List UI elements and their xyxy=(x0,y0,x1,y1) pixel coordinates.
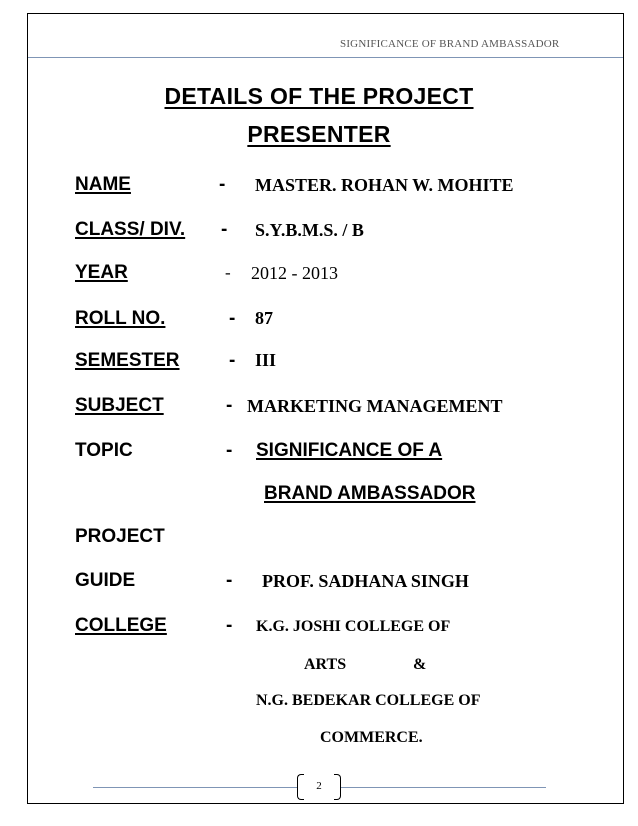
project-guide-label-line-1: PROJECT xyxy=(75,526,165,547)
roll-no-value: 87 xyxy=(255,308,273,328)
project-guide-separator: - xyxy=(226,570,233,591)
footer-rule-right xyxy=(341,787,546,788)
page-title-line-2: PRESENTER xyxy=(247,121,391,147)
roll-no-label: ROLL NO. xyxy=(75,308,166,329)
name-label: NAME xyxy=(75,174,131,195)
project-guide-label-line-2: GUIDE xyxy=(75,570,136,591)
class-div-separator: - xyxy=(221,219,228,240)
year-label: YEAR xyxy=(75,262,128,283)
subject-value: MARKETING MANAGEMENT xyxy=(247,396,503,416)
year-value: 2012 - 2013 xyxy=(251,263,338,283)
running-header: SIGNIFICANCE OF BRAND AMBASSADOR xyxy=(340,38,560,50)
year-separator: - xyxy=(225,263,231,282)
college-value-line-2a: ARTS xyxy=(304,656,347,673)
project-guide-value: PROF. SADHANA SINGH xyxy=(262,571,469,591)
class-div-value: S.Y.B.M.S. / B xyxy=(255,220,364,240)
college-value-line-2b: & xyxy=(413,656,427,673)
topic-value-line-1: SIGNIFICANCE OF A xyxy=(256,440,443,461)
semester-value: III xyxy=(255,350,277,370)
college-value-line-4: COMMERCE. xyxy=(320,729,423,746)
roll-no-separator: - xyxy=(229,308,236,329)
page-title-line-1: DETAILS OF THE PROJECT xyxy=(164,83,474,109)
semester-separator: - xyxy=(229,350,236,371)
college-value-line-1: K.G. JOSHI COLLEGE OF xyxy=(256,618,451,635)
topic-value-line-2: BRAND AMBASSADOR xyxy=(264,483,476,504)
college-separator: - xyxy=(226,615,233,636)
semester-label: SEMESTER xyxy=(75,350,180,371)
topic-separator: - xyxy=(226,440,233,461)
page-number: 2 xyxy=(316,780,322,792)
class-div-label: CLASS/ DIV. xyxy=(75,219,186,240)
page-number-bracket xyxy=(297,774,341,800)
college-value-line-3: N.G. BEDEKAR COLLEGE OF xyxy=(256,692,481,709)
college-label: COLLEGE xyxy=(75,615,167,636)
topic-label: TOPIC xyxy=(75,440,133,461)
name-separator: - xyxy=(219,174,226,195)
footer-rule-left xyxy=(93,787,298,788)
subject-separator: - xyxy=(226,395,233,416)
subject-label: SUBJECT xyxy=(75,395,164,416)
name-value: MASTER. ROHAN W. MOHITE xyxy=(255,175,514,195)
header-rule xyxy=(28,57,623,58)
